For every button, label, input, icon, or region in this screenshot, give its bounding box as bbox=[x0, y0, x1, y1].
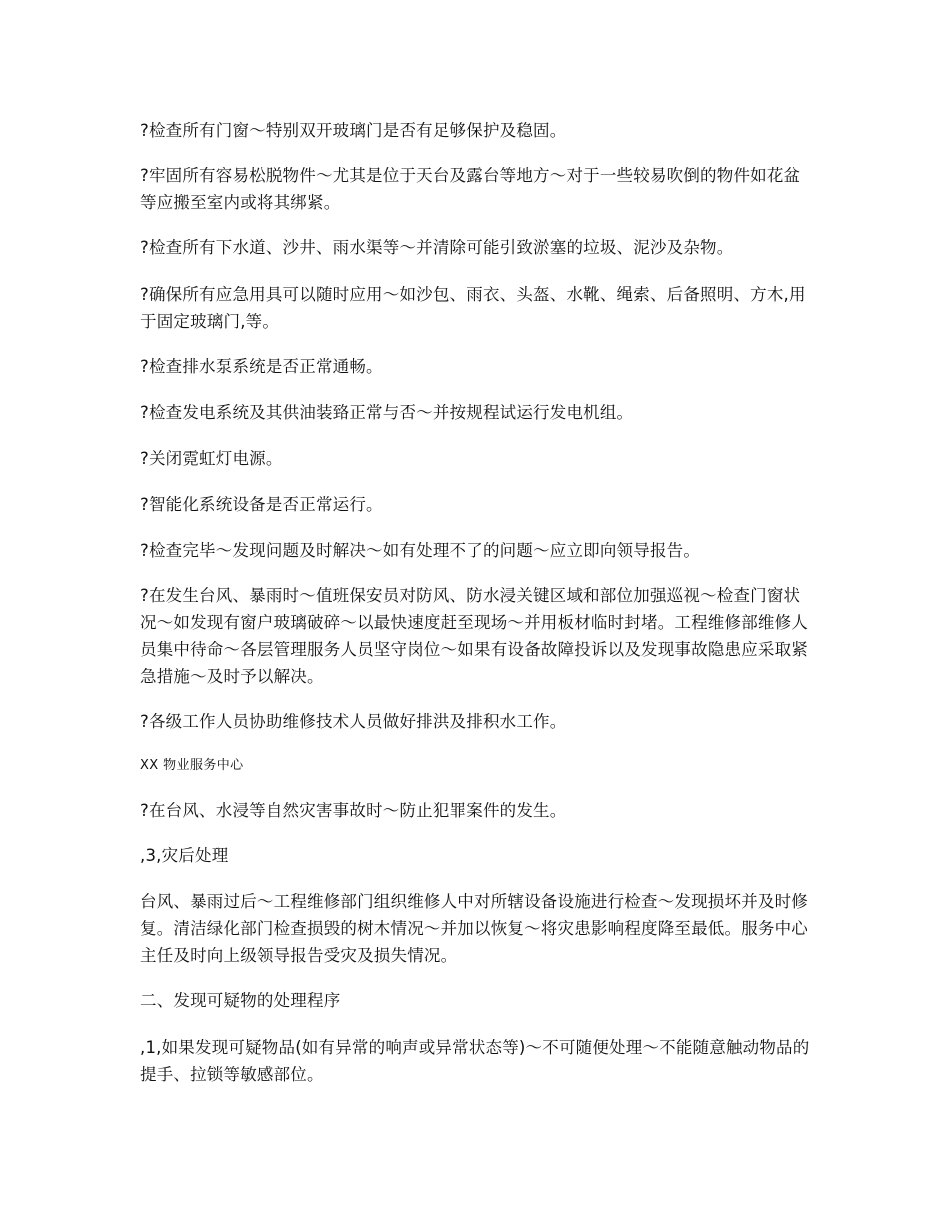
paragraph-neon-power: ?关闭霓虹灯电源。 bbox=[140, 449, 283, 468]
paragraph-suspicious-item-rule-1: ,1,如果发现可疑物品(如有异常的响声或异常状态等)～不可随便处理～不能随意触动物品的提手、拉锁等敏感部位。 bbox=[140, 1038, 810, 1084]
paragraph-drainage-work: ?各级工作人员协助维修技术人员做好排洪及排积水工作。 bbox=[140, 712, 567, 731]
paragraph-aftermath-handling: 台风、暴雨过后～工程维修部门组织维修人中对所辖设备设施进行检查～发现损坏并及时修复。清洁绿化部门检查损毁的树木情况～并加以恢复～将灾患影响程度降至最低。服务中心主任及时向上级领导报告受灾及损失情况。 bbox=[140, 892, 808, 965]
paragraph-secure-loose-items: ?牢固所有容易松脱物件～尤其是位于天台及露台等地方～对于一些较易吹倒的物件如花盆等应搬至室内或将其绑紧。 bbox=[140, 166, 801, 212]
section-heading-suspicious-items: 二、发现可疑物的处理程序 bbox=[140, 991, 341, 1010]
paragraph-check-pumps: ?检查排水泵系统是否正常通畅。 bbox=[140, 357, 383, 376]
paragraph-prevent-crime: ?在台风、水浸等自然灾害事故时～防止犯罪案件的发生。 bbox=[140, 801, 567, 820]
paragraph-during-typhoon: ?在发生台风、暴雨时～值班保安员对防风、防水浸关键区域和部位加强巡视～检查门窗状况～如发现有窗户玻璃破碎～以最快速度赶至现场～并用板材临时封堵。工程维修部维修人员集中待命～各层管理服务人员坚守岗位～如果有设备故障投诉以及发现事故隐患应采取紧急措施～及时予以解决。 bbox=[140, 586, 808, 686]
page-footer-organization: XX 物业服务中心 bbox=[140, 758, 244, 773]
paragraph-report-issues: ?检查完毕～发现问题及时解决～如有处理不了的问题～应立即向领导报告。 bbox=[140, 541, 701, 560]
paragraph-emergency-tools: ?确保所有应急用具可以随时应用～如沙包、雨衣、头盔、水靴、绳索、后备照明、方木,用于固定玻璃门,等。 bbox=[140, 285, 806, 331]
paragraph-check-drains: ?检查所有下水道、沙井、雨水渠等～并清除可能引致淤塞的垃圾、泥沙及杂物。 bbox=[140, 238, 734, 257]
section-heading-aftermath: ,3,灾后处理 bbox=[140, 846, 229, 865]
paragraph-smart-systems: ?智能化系统设备是否正常运行。 bbox=[140, 495, 383, 514]
paragraph-check-doors: ?检查所有门窗～特别双开玻璃门是否有足够保护及稳固。 bbox=[140, 121, 567, 140]
paragraph-check-generator: ?检查发电系统及其供油装臵正常与否～并按规程试运行发电机组。 bbox=[140, 403, 634, 422]
